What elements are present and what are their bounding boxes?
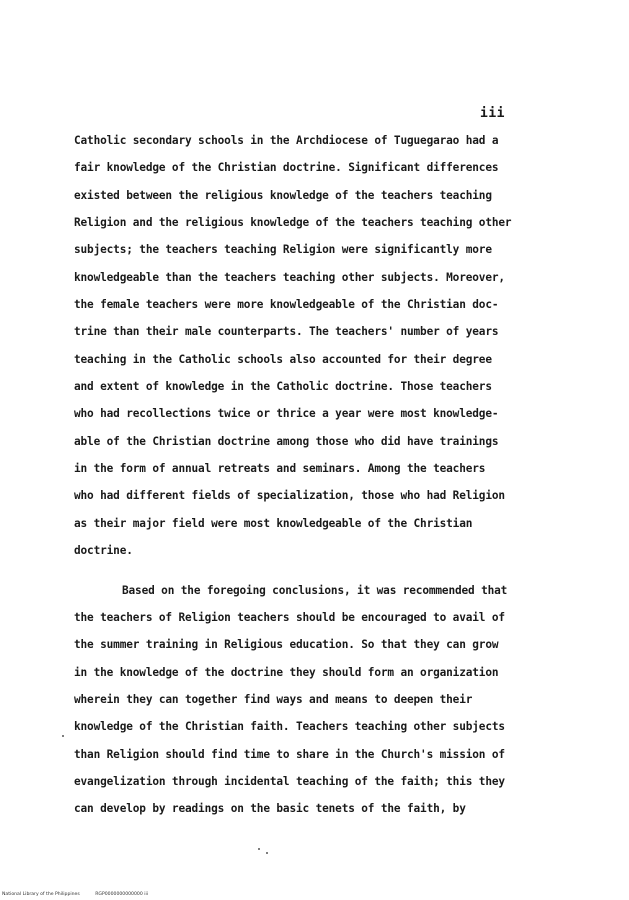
text-line: the female teachers were more knowledgeable of the Christian doc- (74, 298, 499, 312)
text-line: fair knowledge of the Christian doctrine. Significant differences (74, 161, 499, 175)
text-line: can develop by readings on the basic tenets of the faith, by (74, 802, 466, 816)
text-line: than Religion should find time to share in the Church's mission of (74, 747, 505, 761)
text-line: in the knowledge of the doctrine they should form an organization (74, 665, 499, 679)
footer-scan-code: RGP0000000000000 iii (95, 892, 149, 897)
footer-library-name: National Library of the Philippines (2, 892, 80, 897)
scan-speck (258, 848, 260, 850)
text-line: knowledgeable than the teachers teaching other subjects. Moreover, (74, 270, 505, 284)
text-line: in the form of annual retreats and seminars. Among the teachers (74, 462, 486, 476)
text-line: as their major field were most knowledgeable of the Christian (74, 516, 473, 530)
text-line: doctrine. (74, 544, 133, 558)
text-line: existed between the religious knowledge of the teachers teaching (74, 188, 492, 202)
scan-footer (2, 892, 148, 897)
text-line: the teachers of Religion teachers should be encouraged to avail of (74, 610, 505, 624)
scan-speck (266, 852, 268, 854)
text-line: wherein they can together find ways and means to deepen their (74, 692, 473, 706)
scan-speck (62, 735, 64, 737)
text-line: who had different fields of specialization, those who had Religion (74, 489, 505, 503)
text-line: Religion and the religious knowledge of the teachers teaching other (74, 216, 512, 230)
text-line: able of the Christian doctrine among those who did have trainings (74, 434, 499, 448)
text-line: trine than their male counterparts. The teachers' number of years (74, 325, 499, 339)
text-line: Catholic secondary schools in the Archdiocese of Tuguegarao had a (74, 134, 499, 147)
paragraph-gap (74, 565, 554, 577)
text-line-indented: Based on the foregoing conclusions, it was recommended that (122, 583, 508, 597)
text-line: the summer training in Religious education. So that they can grow (74, 638, 499, 652)
text-line: who had recollections twice or thrice a year were most knowledge- (74, 407, 499, 421)
text-line: teaching in the Catholic schools also accounted for their degree (74, 352, 492, 366)
text-line: knowledge of the Christian faith. Teachers teaching other subjects (74, 720, 505, 734)
text-line: subjects; the teachers teaching Religion were significantly more (74, 243, 492, 257)
page-number: iii (480, 106, 505, 121)
body-text (74, 127, 554, 823)
text-line: evangelization through incidental teaching of the faith; this they (74, 774, 505, 788)
paragraph-recommendations (74, 577, 554, 823)
paragraph-conclusions (74, 127, 554, 565)
text-line: and extent of knowledge in the Catholic doctrine. Those teachers (74, 380, 492, 394)
